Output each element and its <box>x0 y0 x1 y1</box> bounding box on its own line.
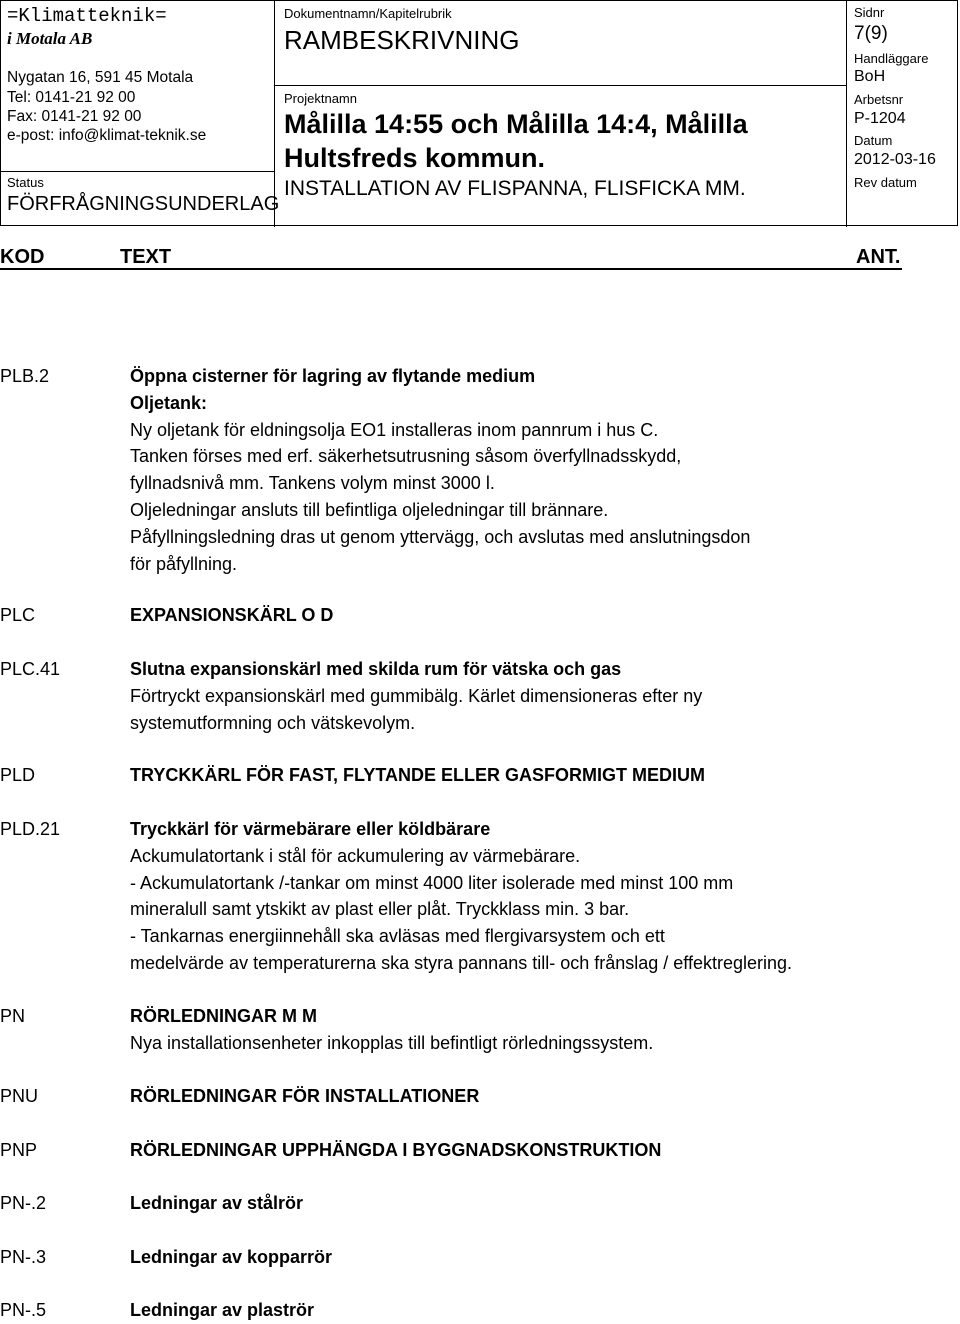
company-fax: Fax: 0141-21 92 00 <box>7 108 142 125</box>
sidnr-value: 7(9) <box>854 23 888 44</box>
column-text: TEXT <box>120 246 172 268</box>
document-header <box>0 0 958 226</box>
row-text: fyllnadsnivå mm. Tankens volym minst 3000 l. <box>130 473 495 494</box>
row-heading: RÖRLEDNINGAR M M <box>130 1006 317 1026</box>
arbetsnr-label: Arbetsnr <box>854 92 904 107</box>
row-code: PN-.5 <box>0 1300 47 1320</box>
row-code: PNP <box>0 1140 38 1160</box>
doc-label: Dokumentnamn/Kapitelrubrik <box>284 6 452 21</box>
row-code: PNU <box>0 1086 39 1106</box>
row-text: - Ackumulatortank /-tankar om minst 4000 liter isolerade med minst 100 mm <box>130 872 734 893</box>
project-name-line2: Hultsfreds kommun. <box>284 143 546 173</box>
status-label: Status <box>7 175 44 190</box>
row-code: PLD <box>0 765 36 785</box>
row-text: Oljeledningar ansluts till befintliga oljeledningar till brännare. <box>130 500 609 520</box>
project-label: Projektnamn <box>284 91 357 106</box>
row-code: PLB.2 <box>0 366 50 386</box>
datum-value: 2012-03-16 <box>854 151 936 168</box>
header-divider <box>846 1 847 227</box>
row-heading: RÖRLEDNINGAR UPPHÄNGDA I BYGGNADSKONSTRUKTION <box>130 1140 662 1160</box>
column-header-underline <box>0 268 902 270</box>
row-code: PLD.21 <box>0 819 61 839</box>
handlaggare-value: BoH <box>854 68 886 85</box>
column-kod: KOD <box>0 246 45 268</box>
row-heading: Tryckkärl för värmebärare eller köldbärare <box>130 819 491 839</box>
row-heading: Öppna cisterner för lagring av flytande medium <box>130 366 536 386</box>
header-divider <box>274 85 846 86</box>
row-heading: RÖRLEDNINGAR FÖR INSTALLATIONER <box>130 1086 480 1106</box>
row-heading: Ledningar av kopparrör <box>130 1247 333 1267</box>
project-name-line1: Målilla 14:55 och Målilla 14:4, Målilla <box>284 109 748 139</box>
company-name: =Klimatteknik= <box>7 5 167 27</box>
row-code: PLC.41 <box>0 659 61 679</box>
company-email: e-post: info@klimat-teknik.se <box>7 127 207 144</box>
company-tel: Tel: 0141-21 92 00 <box>7 89 136 106</box>
company-address: Nygatan 16, 591 45 Motala <box>7 69 194 86</box>
row-code: PN <box>0 1006 26 1026</box>
row-code: PN-.2 <box>0 1193 47 1213</box>
doc-title: RAMBESKRIVNING <box>284 25 520 55</box>
datum-label: Datum <box>854 133 893 148</box>
revdatum-label: Rev datum <box>854 175 917 190</box>
row-text: Påfyllningsledning dras ut genom yttervägg, och avslutas med anslutningsdon <box>130 526 751 547</box>
row-code: PLC <box>0 605 36 625</box>
row-heading: EXPANSIONSKÄRL O D <box>130 605 334 625</box>
row-text: Ackumulatortank i stål för ackumulering av värmebärare. <box>130 845 581 866</box>
row-heading: Oljetank: <box>130 392 208 413</box>
row-text: Nya installationsenheter inkopplas till befintligt rörledningssystem. <box>130 1032 654 1053</box>
row-code: PN-.3 <box>0 1247 47 1267</box>
row-text: Ny oljetank för eldningsolja EO1 installeras inom pannrum i hus C. <box>130 419 659 440</box>
company-name-suffix: i Motala AB <box>7 29 93 48</box>
project-name-line3: INSTALLATION AV FLISPANNA, FLISFICKA MM. <box>284 177 746 200</box>
row-heading: Slutna expansionskärl med skilda rum för vätska och gas <box>130 659 622 679</box>
status-value: FÖRFRÅGNINGSUNDERLAG <box>7 193 280 215</box>
row-text: Tanken förses med erf. säkerhetsutrusning såsom överfyllnadsskydd, <box>130 446 682 467</box>
column-ant: ANT. <box>856 246 901 268</box>
sidnr-label: Sidnr <box>854 5 885 20</box>
handlaggare-label: Handläggare <box>854 51 929 66</box>
row-text: systemutformning och vätskevolym. <box>130 712 416 733</box>
row-text: - Tankarnas energiinnehåll ska avläsas med flergivarsystem och ett <box>130 926 665 947</box>
row-heading: TRYCKKÄRL FÖR FAST, FLYTANDE ELLER GASFORMIGT MEDIUM <box>130 765 705 785</box>
row-heading: Ledningar av plaströr <box>130 1300 315 1320</box>
row-text: för påfyllning. <box>130 553 238 574</box>
row-text: medelvärde av temperaturerna ska styra pannans till- och frånslag / effektreglering. <box>130 953 793 973</box>
row-text: Förtryckt expansionskärl med gummibälg. Kärlet dimensioneras efter ny <box>130 685 703 706</box>
arbetsnr-value: P-1204 <box>854 110 906 127</box>
row-text: mineralull samt ytskikt av plast eller plåt. Tryckklass min. 3 bar. <box>130 899 630 920</box>
header-divider <box>1 171 274 172</box>
row-heading: Ledningar av stålrör <box>130 1193 304 1213</box>
